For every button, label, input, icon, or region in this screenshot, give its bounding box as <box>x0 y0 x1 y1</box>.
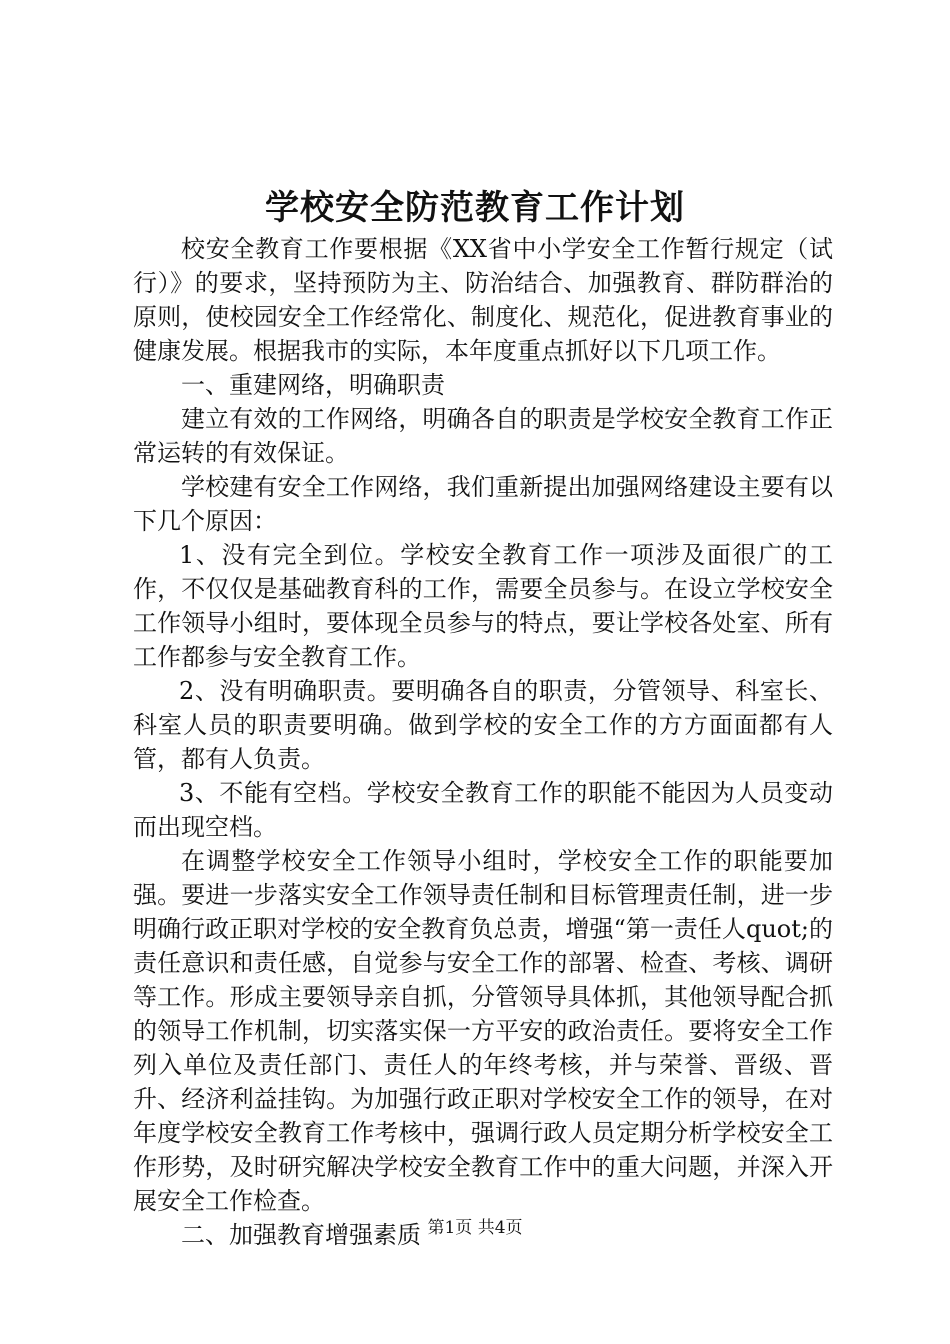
section-heading-2: 二、加强教育增强素质 <box>181 1221 421 1249</box>
list-item-2: 2、没有明确职责。要明确各自的职责，分管领导、科室长、科室人员的职责要明确。做到学校的安全工作的方方面面都有人管，都有人负责。 <box>133 677 833 773</box>
paragraph-intro: 校安全教育工作要根据《XX省中小学安全工作暂行规定（试行）》的要求，坚持预防为主、防治结合、加强教育、群防群治的原则，使校园安全工作经常化、制度化、规范化，促进教育事业的健康发展。根据我市的实际，本年度重点抓好以下几项工作。 <box>133 235 833 365</box>
document-body <box>133 232 833 1252</box>
page-number: 第1页 共4页 <box>427 1218 523 1238</box>
list-item-1: 1、没有完全到位。学校安全教育工作一项涉及面很广的工作，不仅仅是基础教育科的工作，需要全员参与。在设立学校安全工作领导小组时，要体现全员参与的特点，要让学校各处室、所有工作都参与安全教育工作。 <box>133 541 833 671</box>
paragraph: 在调整学校安全工作领导小组时，学校安全工作的职能要加强。要进一步落实安全工作领导责任制和目标管理责任制，进一步明确行政正职对学校的安全教育负总责，增强“第一责任人quot;的责任意识和责任感，自觉参与安全工作的部署、检查、考核、调研等工作。形成主要领导亲自抓，分管领导具体抓，其他领导配合抓的领导工作机制，切实落实保一方平安的政治责任。要将安全工作列入单位及责任部门、责任人的年终考核，并与荣誉、晋级、晋升、经济利益挂钩。为加强行政正职对学校安全工作的领导，在对年度学校安全教育工作考核中，强调行政人员定期分析学校安全工作形势，及时研究解决学校安全教育工作中的重大问题，并深入开展安全工作检查。 <box>133 847 833 1215</box>
list-item-3: 3、不能有空档。学校安全教育工作的职能不能因为人员变动而出现空档。 <box>133 779 833 841</box>
paragraph: 学校建有安全工作网络，我们重新提出加强网络建设主要有以下几个原因： <box>133 473 833 535</box>
document-title: 学校安全防范教育工作计划 <box>265 188 685 228</box>
paragraph: 建立有效的工作网络，明确各自的职责是学校安全教育工作正常运转的有效保证。 <box>133 405 833 467</box>
section-heading-1: 一、重建网络，明确职责 <box>181 371 445 399</box>
